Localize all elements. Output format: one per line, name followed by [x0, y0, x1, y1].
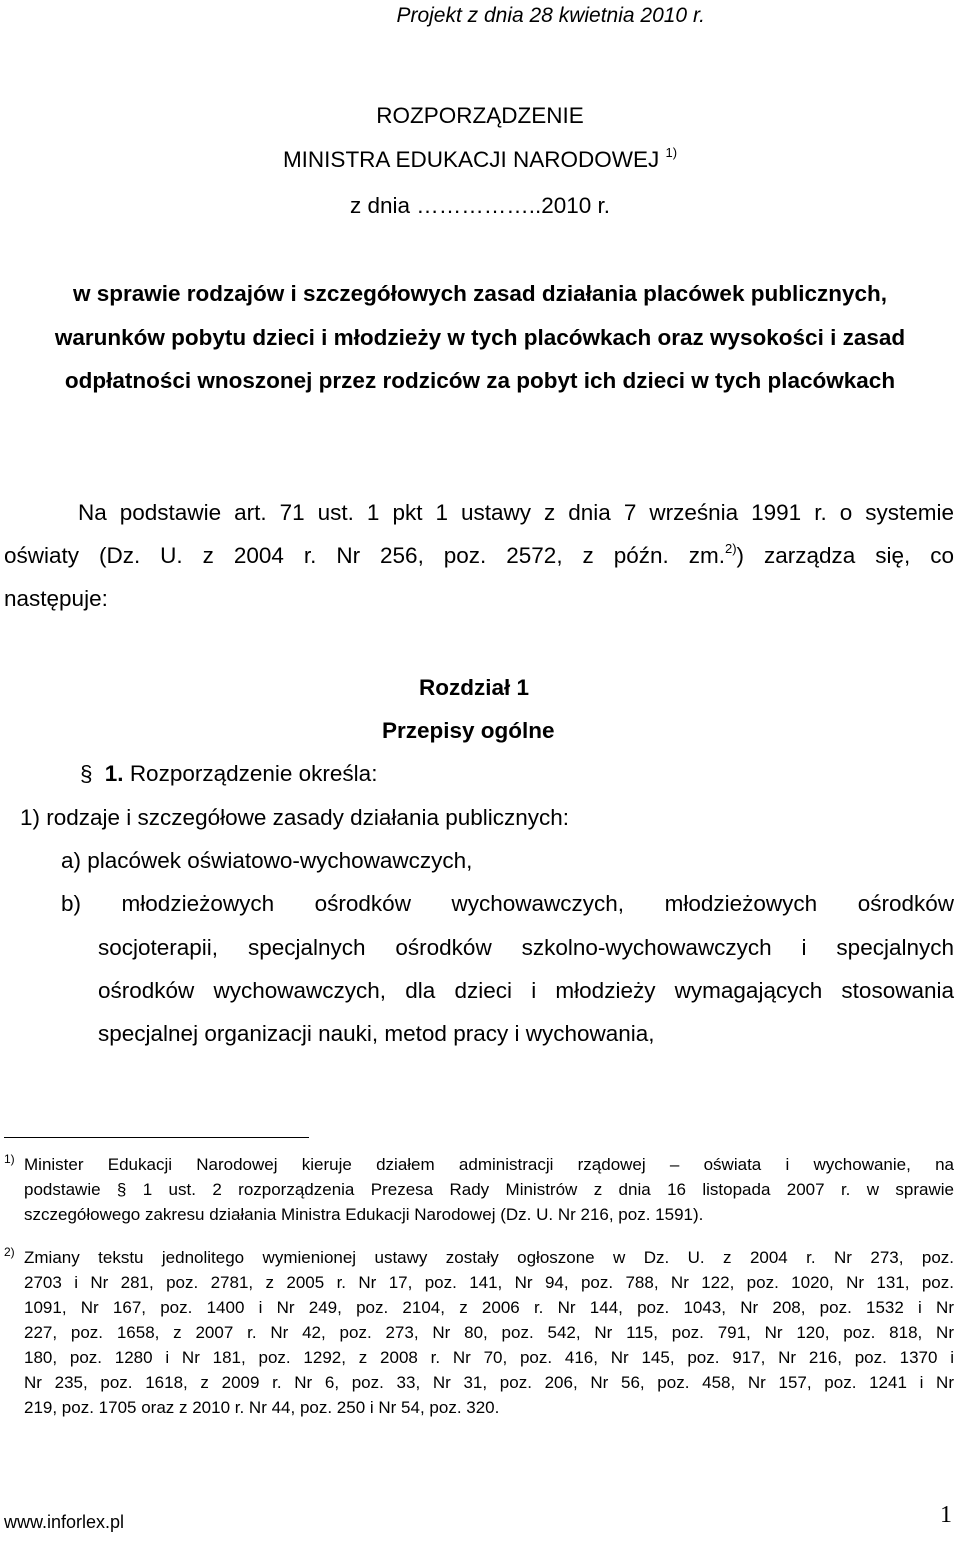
footnote-1-line-1: Minister Edukacji Narodowej kieruje działem administracji rządowej – oświata i wychowanie, na [24, 1155, 954, 1174]
regulation-type: ROZPORZĄDZENIE [376, 103, 584, 128]
subject-line-2: warunków pobytu dzieci i młodzieży w tych placówkach oraz wysokości i zasad [54, 325, 906, 350]
item-1a: a) placówek oświatowo-wychowawczych, [61, 848, 473, 873]
regulation-date: z dnia ……………..2010 r. [349, 193, 611, 218]
footnote-2-line-7: 219, poz. 1705 oraz z 2010 r. Nr 44, poz. 250 i Nr 54, poz. 320. [24, 1398, 500, 1417]
footer-website[interactable]: www.inforlex.pl [4, 1512, 125, 1532]
chapter-title: Przepisy ogólne [382, 718, 555, 743]
footnote-2-line-4: 227, poz. 1658, z 2007 r. Nr 42, poz. 273, Nr 80, poz. 542, Nr 115, poz. 791, Nr 120, poz. 818, Nr [24, 1323, 954, 1342]
item-1b-line-3: ośrodków wychowawczych, dla dzieci i młodzieży wymagających stosowania [98, 978, 954, 1003]
footnote-separator [4, 1137, 309, 1138]
item-1b-line-4: specjalnej organizacji nauki, metod pracy i wychowania, [98, 1021, 655, 1046]
preamble-line-3: następuje: [4, 586, 108, 611]
item-1b-line-2: socjoterapii, specjalnych ośrodków szkolno-wychowawczych i specjalnych [98, 935, 954, 960]
footnote-2-line-1: Zmiany tekstu jednolitego wymienionej ustawy zostały ogłoszone w Dz. U. z 2004 r. Nr 273, poz. [24, 1248, 954, 1267]
footnote-1-mark: 1) [4, 1152, 15, 1166]
footnote-2-line-2: 2703 i Nr 281, poz. 2781, z 2005 r. Nr 17, poz. 141, Nr 94, poz. 788, Nr 122, poz. 1020, Nr 131, poz. [24, 1273, 954, 1292]
footnote-2-line-3: 1091, Nr 167, poz. 1400 i Nr 249, poz. 2104, z 2006 r. Nr 144, poz. 1043, Nr 208, poz. 1532 i Nr [24, 1298, 954, 1317]
footnote-1-line-3: szczegółowego zakresu działania Ministra Edukacji Narodowej (Dz. U. Nr 216, poz. 1591). [24, 1205, 704, 1224]
project-date-note: Projekt z dnia 28 kwietnia 2010 r. [396, 4, 705, 27]
footnote-1-line-2: podstawie § 1 ust. 2 rozporządzenia Prezesa Rady Ministrów z dnia 16 listopada 2007 r. w sprawie [24, 1180, 954, 1199]
preamble-line-2 [4, 543, 954, 569]
footnote-2-line-5: 180, poz. 1280 i Nr 181, poz. 1292, z 2008 r. Nr 70, poz. 416, Nr 145, poz. 917, Nr 216, poz. 1370 i [24, 1348, 954, 1367]
item-1: 1) rodzaje i szczegółowe zasady działania publicznych: [20, 805, 570, 830]
section-1-heading [80, 761, 377, 787]
footnote-2-mark: 2) [4, 1245, 15, 1259]
subject-line-1: w sprawie rodzajów i szczegółowych zasad działania placówek publicznych, [73, 281, 887, 306]
preamble-line-2-end: ) zarządza się, co [736, 543, 954, 568]
issuing-authority-text: MINISTRA EDUKACJI NARODOWEJ [282, 147, 660, 172]
page-number: 1 [940, 1502, 952, 1528]
chapter-number: Rozdział 1 [419, 675, 530, 700]
preamble-line-1: Na podstawie art. 71 ust. 1 pkt 1 ustawy z dnia 7 września 1991 r. o systemie [78, 500, 954, 525]
section-number: 1. [104, 761, 124, 786]
footnote-ref-1: 1) [665, 145, 678, 160]
section-sign: § [80, 761, 93, 786]
issuing-authority [0, 147, 960, 173]
footnote-2-line-6: Nr 235, poz. 1618, z 2009 r. Nr 6, poz. 33, Nr 31, poz. 206, Nr 56, poz. 458, Nr 157, poz. 1241 i Nr [24, 1373, 954, 1392]
subject-line-3: odpłatności wnoszonej przez rodziców za pobyt ich dzieci w tych placówkach [64, 368, 896, 393]
section-intro: Rozporządzenie określa: [129, 761, 378, 786]
footnote-ref-2: 2) [724, 541, 737, 556]
preamble-line-2-start: oświaty (Dz. U. z 2004 r. Nr 256, poz. 2572, z późn. zm. [4, 543, 725, 568]
item-1b-line-1: b) młodzieżowych ośrodków wychowawczych, młodzieżowych ośrodków [61, 891, 954, 916]
